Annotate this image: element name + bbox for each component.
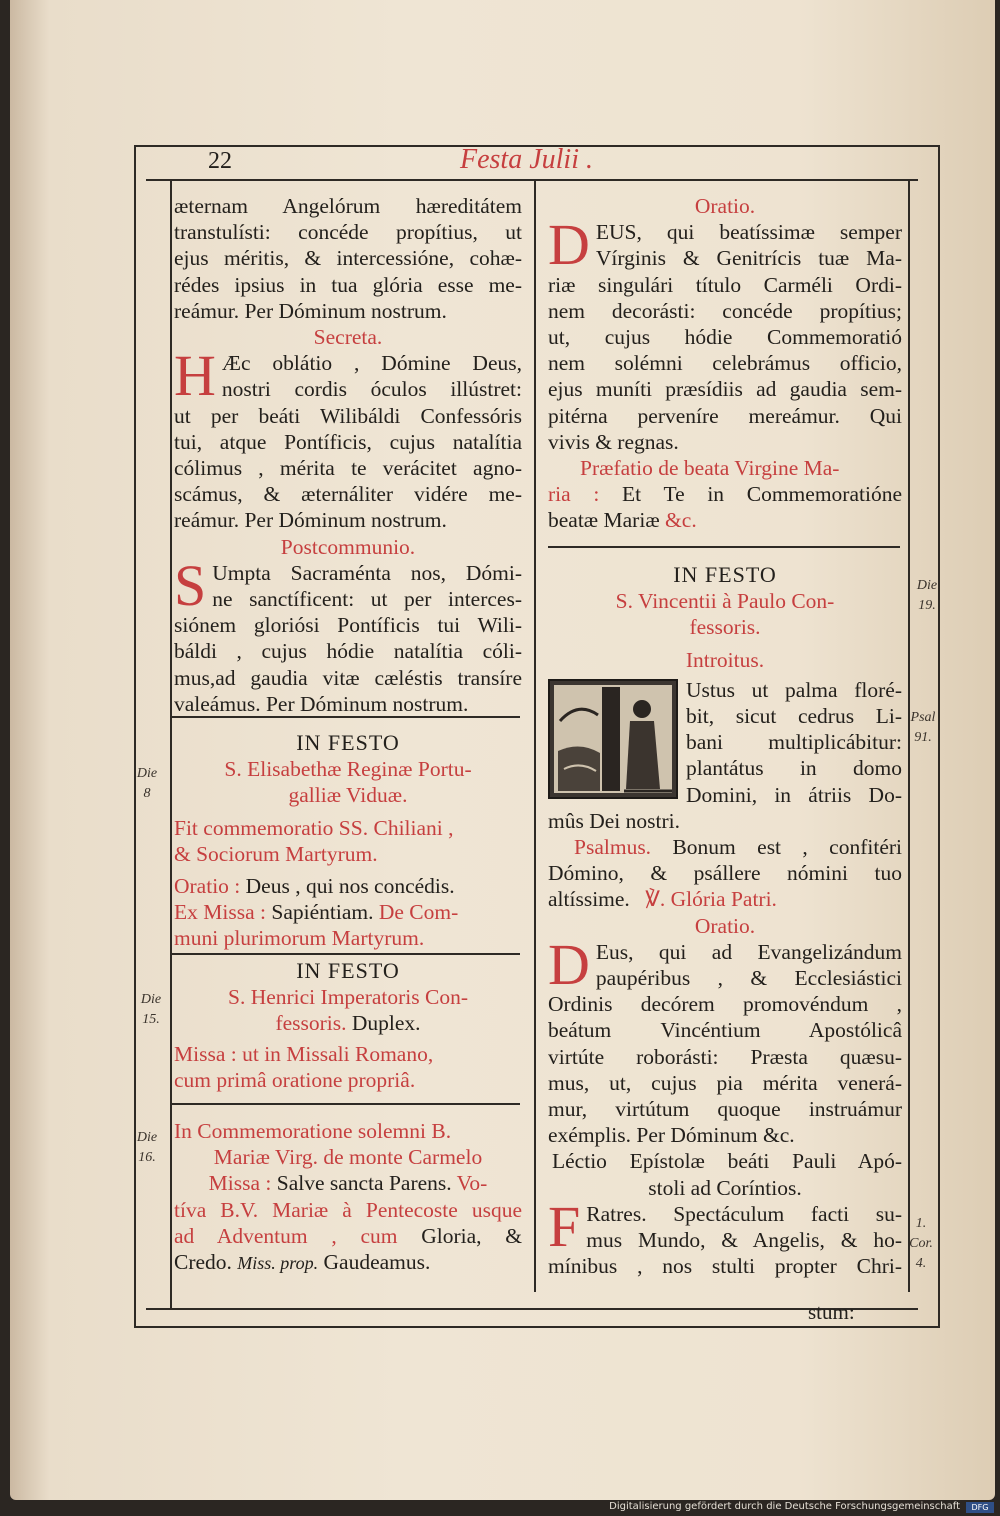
text-line: æternam Angelórum hæreditátem <box>174 194 522 218</box>
text-line: Ordinis decórem promovéndum , <box>548 992 902 1017</box>
text-line: ne sanctíficent: ut per interces- <box>212 587 522 612</box>
feast-heading: IN FESTO <box>296 730 400 755</box>
text-line: scámus, & æternáliter vidére me- <box>174 482 522 507</box>
oratio-label: Oratio : <box>174 874 241 899</box>
text-line: beátum Vincéntium Apostólicâ <box>548 1018 902 1043</box>
catchword: stum: <box>808 1300 855 1324</box>
text-line: valeámus. Per Dóminum nostrum. <box>174 691 469 716</box>
drop-cap: F <box>548 1193 581 1259</box>
postcommunio-heading: Postcommunio. <box>280 534 416 559</box>
text-line: cólimus , mérita te verácitet agno- <box>174 456 522 481</box>
praefatio-label: ria : <box>548 482 600 507</box>
introitus <box>548 677 902 834</box>
text-line: virtúte roborásti: Præsta quæsu- <box>548 1044 902 1069</box>
text-line: Domini, in átriis Do- <box>686 782 902 807</box>
secreta-prayer <box>174 343 522 533</box>
text-line: Eus, qui ad Evangelizándum <box>595 939 902 964</box>
text-line: riæ singulári título Carméli Ordi- <box>548 272 902 297</box>
margin-date-16 <box>132 1128 162 1168</box>
psalmus-label: Psalmus. <box>574 835 652 860</box>
right-column <box>548 193 902 534</box>
text-line: Ustus ut palma floré- <box>686 677 902 702</box>
praefatio-text: beatæ Mariæ <box>548 508 660 533</box>
text-line: rédes ipsius in tua glória esse me- <box>174 272 522 297</box>
psalmus-text: Dómino, & psállere nómini tuo <box>548 861 902 886</box>
text-line: pitérna perveníre mereámur. Qui <box>548 403 902 428</box>
text-line: Æc oblátio , Dómine Deus, <box>221 351 522 376</box>
inner-rule-left <box>170 180 172 1310</box>
text-line: reámur. Per Dóminum nostrum. <box>174 298 447 323</box>
dfg-logo: DFG <box>966 1502 994 1513</box>
feast-vincentii <box>548 562 902 1279</box>
column-divider <box>534 180 536 1292</box>
oratio-carmel <box>548 212 902 455</box>
text-line: tíva B.V. Mariæ à Pentecoste usque <box>174 1197 522 1222</box>
margin-text: Die <box>140 992 162 1007</box>
feast-heading: IN FESTO <box>673 562 777 587</box>
margin-psalm-ref <box>906 708 940 748</box>
oratio-incipit: Deus , qui nos concédis. <box>245 874 455 899</box>
margin-text: Die <box>136 766 158 781</box>
rule-right-1 <box>548 546 900 548</box>
text-line: Ratres. Spectáculum facti su- <box>586 1201 902 1226</box>
text-line: nem solémni celebrámus officio, <box>548 351 902 376</box>
left-column <box>174 193 522 717</box>
text-line: vivis & regnas. <box>548 429 679 454</box>
margin-text: 8 <box>143 786 151 801</box>
drop-cap: D <box>548 931 590 997</box>
page-number: 22 <box>208 148 232 174</box>
margin-text: Cor. <box>909 1236 933 1251</box>
drop-cap: S <box>174 552 207 618</box>
etc-mark: &c. <box>665 508 697 533</box>
text-line: mínibus , nos stulti propter Chri- <box>548 1254 902 1279</box>
oratio-vincentii <box>548 931 902 1149</box>
feast-title: S. Elisabethæ Reginæ Portu- <box>224 757 472 782</box>
drop-cap: D <box>548 212 590 278</box>
missa-common: De Com- <box>378 900 459 925</box>
missa-label: Missa : <box>208 1171 272 1196</box>
text-fragment: Gloria, & <box>421 1223 523 1248</box>
margin-cor-ref <box>904 1214 938 1274</box>
postcommunio-prayer <box>174 552 522 717</box>
commemoration-carmel <box>174 1118 522 1276</box>
text-fragment: Credo. <box>174 1250 232 1275</box>
text-line: exémplis. Per Dóminum &c. <box>548 1123 795 1148</box>
text-fragment: ad Adventum , cum <box>174 1223 398 1248</box>
missa-incipit: Salve sancta Parens. <box>276 1171 452 1196</box>
margin-date-15 <box>136 990 166 1030</box>
epistle-text <box>548 1193 902 1280</box>
oratio-heading: Oratio. <box>694 194 756 218</box>
missa-label: Ex Missa : <box>174 900 266 925</box>
drop-cap: H <box>174 343 216 409</box>
header-rule <box>146 179 918 181</box>
feast-elisabeth <box>174 730 522 952</box>
paragraph-continuation <box>174 193 522 324</box>
gloria-patri: ℣. Glória Patri. <box>645 887 777 912</box>
psalmus-text: Bonum est , confitéri <box>672 835 902 860</box>
text-line: paupéribus , & Ecclesiástici <box>595 966 902 991</box>
missa-line: cum primâ oratione propriâ. <box>174 1067 416 1092</box>
text-line: siónem gloriósi Pontíficis tui Wili- <box>174 613 522 638</box>
commemoration-line: & Sociorum Martyrum. <box>174 841 378 866</box>
rank-label: Duplex. <box>351 1011 421 1036</box>
text-line: nostri cordis óculos illústret: <box>221 377 522 402</box>
margin-date-19 <box>910 576 944 616</box>
praefatio-label: Præfatio de beata Virgine Ma- <box>580 456 840 481</box>
text-line: transtulísti: concéde propítius, ut <box>174 220 522 245</box>
bottom-rule <box>146 1308 918 1310</box>
secreta-heading: Secreta. <box>313 325 383 350</box>
text-line: mur, virtútum quoque instruámur <box>548 1097 902 1122</box>
missa-line: Missa : ut in Missali Romano, <box>174 1041 434 1066</box>
feast-henrici <box>174 958 522 1093</box>
feast-heading: IN FESTO <box>296 958 400 983</box>
feast-title: fessoris. <box>275 1011 347 1036</box>
text-fragment: Vo- <box>456 1171 488 1196</box>
text-line: Mariæ Virg. de monte Carmelo <box>213 1145 483 1170</box>
lectio-heading: Léctio Epístolæ beáti Pauli Apó- <box>552 1149 902 1174</box>
margin-text: Psal <box>910 710 936 725</box>
text-line: bani multiplicábitur: <box>686 730 902 755</box>
text-line: reámur. Per Dóminum nostrum. <box>174 508 447 533</box>
introitus-heading: Introitus. <box>685 647 765 672</box>
text-line: mus Mundo, & Angelis, & ho- <box>586 1228 902 1253</box>
feast-title: S. Vincentii à Paulo Con- <box>615 589 835 614</box>
running-head: Festa Julii . <box>460 144 593 175</box>
psalmus-text: altíssime. <box>548 887 630 912</box>
footer-credit: Digitalisierung gefördert durch die Deutsche Forschungsgemeinschaft <box>609 1501 960 1512</box>
text-line: mûs Dei nostri. <box>548 808 680 833</box>
commemoration-line: Fit commemoratio SS. Chiliani , <box>174 815 454 840</box>
missa-incipit: Sapiéntiam. <box>271 900 374 925</box>
rule-left-2 <box>172 953 520 955</box>
praefatio-text: Et Te in Commemoratióne <box>622 482 902 507</box>
feast-title: S. Henrici Imperatoris Con- <box>227 985 469 1010</box>
text-line: Vírginis & Genitrícis tuæ Ma- <box>595 246 902 271</box>
rule-left-3 <box>172 1103 520 1105</box>
woodcut-initial-i <box>548 679 678 799</box>
margin-text: 91. <box>914 730 932 745</box>
text-line: ut per beáti Wilibáldi Confessóris <box>174 403 522 428</box>
text-line: plantátus in domo <box>686 756 902 781</box>
feast-title: fessoris. <box>689 615 761 640</box>
text-line: báldi , cujus hódie natalítia cóli- <box>174 639 522 664</box>
missa-common: muni plurimorum Martyrum. <box>174 926 425 951</box>
margin-text: 1. <box>915 1216 927 1231</box>
text-line: mus,ad gaudia vitæ cæléstis transíre <box>174 665 522 690</box>
text-fragment: Gaudeamus. <box>323 1250 431 1275</box>
text-line: Umpta Sacraménta nos, Dómi- <box>212 560 522 585</box>
text-line: mus, ut, cujus pia mérita venerá- <box>548 1070 902 1095</box>
text-line: In Commemoratione solemni B. <box>174 1119 452 1143</box>
margin-text: 15. <box>142 1012 160 1027</box>
text-line: ejus muníti præsídiis ad gaudia sem- <box>548 377 902 402</box>
lectio-heading: stoli ad Coríntios. <box>648 1175 802 1200</box>
text-line: ut, cujus hódie Commemoratió <box>548 325 902 350</box>
text-line: EUS, qui beatíssimæ semper <box>595 220 902 245</box>
margin-text: Die <box>916 578 938 593</box>
margin-text: 16. <box>138 1150 156 1165</box>
missa-propria: Miss. prop. <box>237 1253 319 1274</box>
text-line: ejus méritis, & intercessióne, cohæ- <box>174 246 522 271</box>
margin-text: 4. <box>915 1256 927 1271</box>
text-line: tui, atque Pontíficis, cujus natalítia <box>174 429 522 454</box>
feast-title: galliæ Viduæ. <box>288 783 408 808</box>
oratio-heading: Oratio. <box>694 913 756 938</box>
margin-text: Die <box>136 1130 158 1145</box>
margin-text: 19. <box>918 598 936 613</box>
margin-date-8 <box>132 764 162 804</box>
text-line: bit, sicut cedrus Li- <box>686 704 902 729</box>
text-line: nem decorásti: concéde propítius; <box>548 298 902 323</box>
footer-bar <box>0 1500 1000 1516</box>
